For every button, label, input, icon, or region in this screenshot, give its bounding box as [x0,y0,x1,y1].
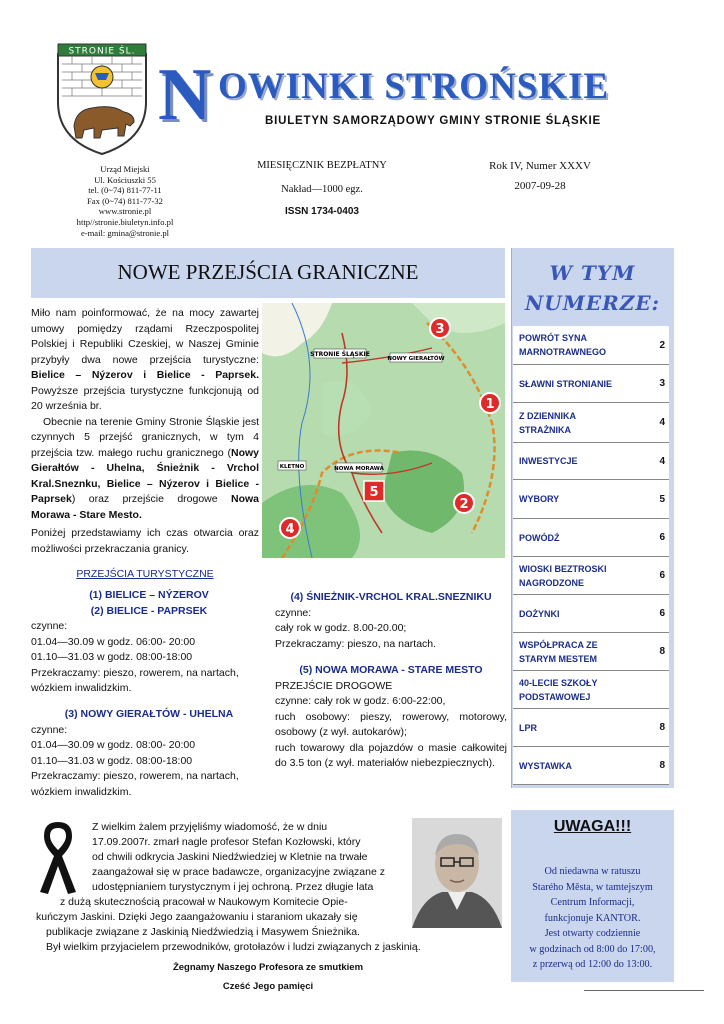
toc-item-page: 2 [659,339,665,351]
obituary-line: od chwili odkrycia Jaskini Niedźwiedziej w Kletnie na trwałe [92,851,368,863]
toc-item-label: DOŻYNKI [519,608,560,619]
toc-item-page: 4 [659,455,665,467]
toc-item[interactable] [513,480,669,519]
obituary-text [36,820,506,955]
obituary-line: Z wielkim żalem przyjęliśmy wiadomość, że w dniu [92,821,328,833]
toc-item[interactable] [513,443,669,480]
office-bulletin-link[interactable]: http//stronie.biuletyn.info.pl [76,216,174,227]
obituary-line: kuńczym Jaskini. Dzięki Jego zaangażowaniu i staraniom ukazały się [36,911,358,923]
toc-list [513,326,669,785]
crossing-bielice [31,588,267,697]
crossing-heading: (4) ŚNIEŻNIK-VRCHOL KRAL.SNEZNIKU [290,591,492,603]
crossing-heading: (5) NOWA MORAWA - STARE MESTO [299,664,483,676]
map-label-nowy-gieraltow: NOWY GIERAŁTÓW [387,356,445,362]
crossing-nowa-morawa [275,663,507,772]
toc-item-label: WSPÓŁPRACA ZE STARYM MESTEM [519,639,598,664]
map-marker-label: 3 [435,322,445,337]
toc-item-label: WIOSKI BEZTROSKI NAGRODZONE [519,563,607,588]
obituary-line: z dużą skutecznością pracował w Naukowym Komitecie Opie- [60,896,348,908]
intro-bold-crossings: Bielice – Nýzerov i Bielice - Paprsek. [31,369,259,381]
toc-item[interactable] [513,365,669,403]
map-label-kletno: KLETNO [279,464,305,470]
toc-item-page: 6 [659,532,665,543]
toc-item-page: 5 [659,493,665,505]
obituary-farewell: Żegnamy Naszego Profesora ze smutkiem [172,962,364,973]
office-email-link[interactable]: e-mail: gmina@stronie.pl [80,227,170,238]
toc-item-page: 8 [659,760,665,771]
article-headline: NOWE PRZEJŚCIA GRANICZNE [117,260,419,284]
notice-line: Jest otwarty codziennie [544,928,641,939]
toc-item[interactable] [513,671,669,709]
notice-line: Centrum Informacji, [550,897,635,908]
office-street: Ul. Kościuszki 55 [94,174,156,185]
obituary-line: 17.09.2007r. zmarł nagle profesor Stefan Kozłowski, który [92,836,361,848]
toc-item-page: 4 [659,417,665,428]
notice-line: Od niedawna w ratuszu [544,866,641,877]
masthead-subtitle: BIULETYN SAMORZĄDOWY GMINY STRONIE ŚLĄSKIE [265,115,602,127]
circulation-label: Nakład—1000 egz. [281,184,363,195]
intro-bold-crossings-list: Nowy Gierałtów - Uhelna, Śnieżnik - Vrchol Kral.Sneznku, Bielice – Nýzerov i Bielice - Paprsek [31,446,259,505]
intro-bold-road-crossing: Nowa Morawa - Stare Mesto. [31,493,259,521]
toc-item-page: 6 [659,570,665,581]
intro-text: ) oraz przejście drogowe [71,493,231,505]
issn-label: ISSN 1734-0403 [285,206,359,217]
toc-item[interactable] [513,709,669,747]
toc-item-label: 40-LECIE SZKOŁY PODSTAWOWEJ [519,677,598,702]
issue-info [470,160,610,192]
crossing-line: 01.04—30.09 w godz. 06:00- 20:00 [31,635,196,648]
toc-item[interactable] [513,326,669,365]
obituary-line: zaangażował się w prace badawcze, organizacyjne związane z [92,866,385,878]
toc-item-page: 3 [659,378,665,389]
map-marker-label: 5 [369,485,379,500]
crest-text: STRONIE ŚL. [68,46,136,57]
toc-item[interactable] [513,557,669,595]
crossing-line: 01.10—31.03 w godz. 08:00-18:00 [31,754,193,767]
crossing-line: Przekraczamy: pieszo, rowerem, na nartach, wózkiem inwalidzkim. [31,770,239,798]
office-contact-block [30,164,220,238]
toc-item-label: SŁAWNI STRONIANIE [519,378,613,389]
crossing-sniezkik [275,590,507,652]
toc-item-label: WYSTAWKA [519,760,572,771]
crossing-line: czynne: cały rok w godz. 6:00-22:00, [275,695,446,707]
obituary-memory: Cześć Jego pamięci [222,981,314,992]
intro-paragraph-2 [31,415,259,524]
crossing-line: ruch towarowy dla pojazdów o masie całkowitej do 3.5 ton (z wył. materiałów niebezpiecznych). [275,741,507,769]
office-name: Urząd Miejski [100,164,150,174]
toc-title [515,258,670,318]
map-marker-4 [280,518,300,538]
toc-item-label: POWRÓT SYNA MARNOTRAWNEGO [519,333,606,357]
notice-line: w godzinach od 8:00 do 17:00, [529,943,656,955]
crossing-line: czynne: [31,723,68,736]
toc-item-label: WYBORY [519,494,560,504]
tourist-crossings-heading: PRZEJŚCIA TURYSTYCZNE [76,568,214,580]
crossing-line: Przekraczamy: pieszo, na nartach. [275,637,437,650]
toc-title-line: W TYM [549,261,636,285]
intro-paragraph-1 [31,306,259,415]
obituary-line: Był wielkim przyjacielem przewodników, grotołazów i ludzi związanych z jaskinią. [46,941,421,953]
crossing-line: Przekraczamy: pieszo, rowerem, na nartach, wózkiem inwalidzkim. [31,666,239,694]
crossing-subheading: PRZEJŚCIE DROGOWE [275,679,393,692]
crossing-line: czynne: [31,620,68,632]
crossing-heading: (1) BIELICE – NÝZEROV [89,589,209,601]
toc-item-page: 8 [659,646,665,657]
notice-line: z przerwą od 12:00 do 13:00. [532,959,653,970]
office-website-link[interactable]: www.stronie.pl [98,206,152,217]
obituary-line: publikacje związane z Jaskinią Niedźwiedzią i Masywem Śnieżnika. [46,926,360,938]
toc-item-label: POWÓDŹ [519,532,560,543]
map-marker-3 [430,318,450,338]
toc-item-label: LPR [519,722,537,733]
toc-item[interactable] [513,747,669,785]
obituary-line: udostępnianiem turystycznym i jej ochroną. Przez długie lata [92,881,374,893]
toc-item-page: 6 [659,608,665,619]
crossing-heading: (2) BIELICE - PAPRSEK [90,604,208,617]
notice-line: Starého Města, w tamtejszym [532,881,653,893]
crossing-line: 01.04—30.09 w godz. 08:00- 20:00 [31,739,196,751]
issue-date: 2007-09-28 [514,180,566,192]
toc-item-label: Z DZIENNIKA STRAŻNIKA [519,410,576,435]
notice-text [513,864,672,973]
map-label-nowa-morawa: NOWA MORAWA [334,466,384,472]
map-marker-label: 4 [285,522,295,537]
map-marker-1 [480,393,500,413]
map-marker-label: 2 [459,497,469,512]
notice-title-text: UWAGA!!! [553,818,632,835]
toc-item-label: INWESTYCJE [519,456,578,466]
map-label-stronie: STRONIE ŚLĄSKIE [310,351,370,358]
crossing-line: czynne: [275,606,312,619]
toc-item-page: 8 [659,722,665,733]
crossing-line: cały rok w godz. 8.00-20.00; [275,622,407,634]
masthead-title: OWINKI STROŃSKIE [218,66,610,107]
border-crossings-map [262,303,505,558]
intro-paragraph-3: Poniżej przedstawiamy ich czas otwarcia oraz możliwości przekraczania granicy. [31,527,259,555]
divider [584,990,704,991]
free-monthly-label: MIESIĘCZNIK BEZPŁATNY [257,160,387,171]
map-marker-5 [364,481,384,501]
coat-of-arms-logo [52,40,152,158]
publication-info [222,160,422,217]
toc-title-line: NUMERZE: [525,291,660,315]
article-intro [31,306,259,523]
crossing-line: 01.10—31.03 w godz. 08:00-18:00 [31,651,193,663]
office-phone: tel. (0~74) 811-77-11 [88,185,162,196]
toc-item[interactable] [513,633,669,671]
toc-item[interactable] [513,519,669,557]
crossing-line: ruch osobowy: pieszy, rowerowy, motorowy, osobowy (z wył. autokarów); [275,710,507,738]
intro-text: Obecnie na terenie Gminy Stronie Śląskie jest czynnych 5 przejść granicznych, w tym 4 przejścia tzw. małego ruchu granicznego ( [31,415,259,459]
crossing-nowy-gieraltow [31,707,267,800]
crossing-heading: (3) NOWY GIERAŁTÓW - UHELNA [64,708,234,720]
map-marker-2 [454,493,474,513]
intro-text: Miło nam poinformować, że na mocy zawartej umowy pomiędzy rządami Rzeczpospolitej Polskiej i Republiki Czeskiej, w Naszej Gminie przybyły dwa nowe przejścia turystyczne: [31,307,259,366]
notice-line: funkcjonuje KANTOR. [544,912,641,924]
intro-text: Powyższe przejścia turystyczne funkcjonują od 20 września br. [31,384,259,412]
office-fax: Fax (0~74) 811-77-32 [87,195,163,206]
toc-item[interactable] [513,595,669,633]
toc-item[interactable] [513,403,669,443]
notice-title [511,818,674,836]
map-marker-label: 1 [485,397,495,412]
issue-number: Rok IV, Numer XXXV [489,160,591,172]
masthead-initial: N [158,54,212,136]
